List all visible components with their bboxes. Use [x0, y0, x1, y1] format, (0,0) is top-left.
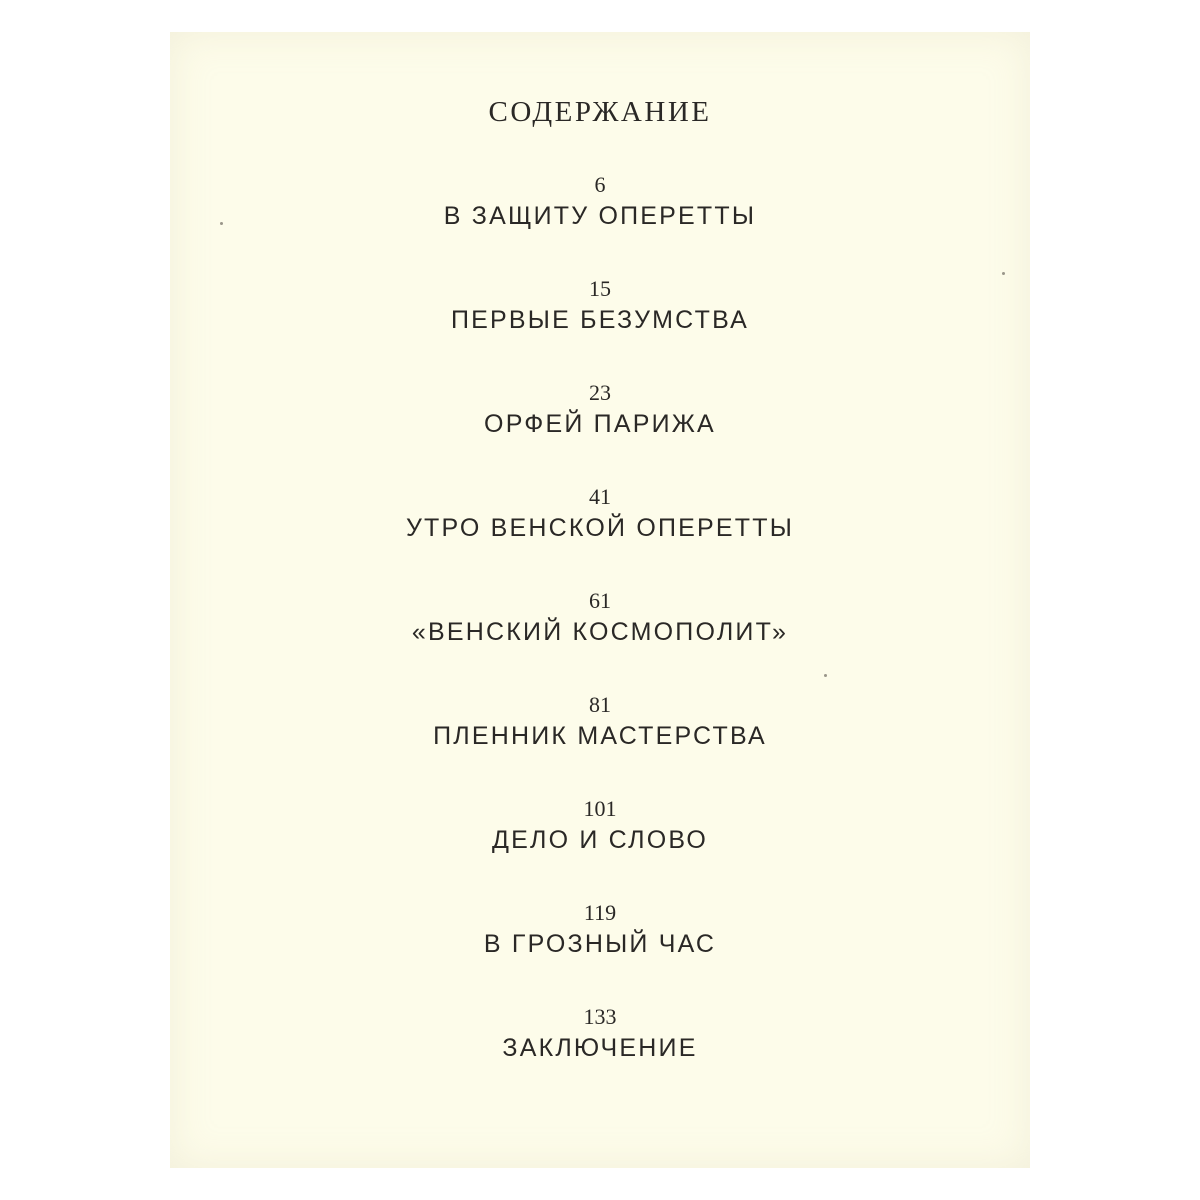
toc-page-number: 133 — [583, 1004, 617, 1029]
toc-page-number: 61 — [589, 588, 611, 613]
toc-page-number: 15 — [589, 276, 611, 301]
toc-chapter-title: ОРФЕЙ ПАРИЖА — [484, 410, 716, 438]
toc-chapter-title: «ВЕНСКИЙ КОСМОПОЛИТ» — [411, 618, 789, 646]
toc-chapter-title: В ГРОЗНЫЙ ЧАС — [483, 930, 717, 958]
paper-speck — [220, 222, 223, 225]
book-page — [170, 32, 1030, 1168]
paper-speck — [824, 674, 827, 677]
toc-page-number: 101 — [583, 796, 617, 821]
paper-speck — [1002, 272, 1005, 275]
toc-chapter-title: ЗАКЛЮЧЕНИЕ — [502, 1034, 698, 1062]
toc-entry — [170, 798, 1030, 853]
toc-page-number: 41 — [589, 484, 611, 509]
toc-page-number: 119 — [583, 900, 617, 925]
toc-entry — [170, 694, 1030, 749]
toc-entry — [170, 486, 1030, 541]
toc-entry — [170, 590, 1030, 645]
toc-page-number: 6 — [594, 172, 606, 197]
toc-page-number: 23 — [589, 380, 611, 405]
toc-entry — [170, 174, 1030, 229]
toc-entry — [170, 278, 1030, 333]
toc-chapter-title: ПЕРВЫЕ БЕЗУМСТВА — [450, 306, 750, 334]
toc-entry — [170, 902, 1030, 957]
toc-chapter-title: ПЛЕННИК МАСТЕРСТВА — [433, 722, 767, 750]
toc-entry — [170, 1006, 1030, 1061]
toc-entry — [170, 382, 1030, 437]
toc-page-number: 81 — [589, 692, 611, 717]
toc-chapter-title: ДЕЛО И СЛОВО — [491, 826, 709, 854]
contents-heading: СОДЕРЖАНИЕ — [488, 96, 712, 128]
toc-chapter-title: УТРО ВЕНСКОЙ ОПЕРЕТТЫ — [405, 514, 795, 542]
toc-chapter-title: В ЗАЩИТУ ОПЕРЕТТЫ — [443, 202, 757, 230]
